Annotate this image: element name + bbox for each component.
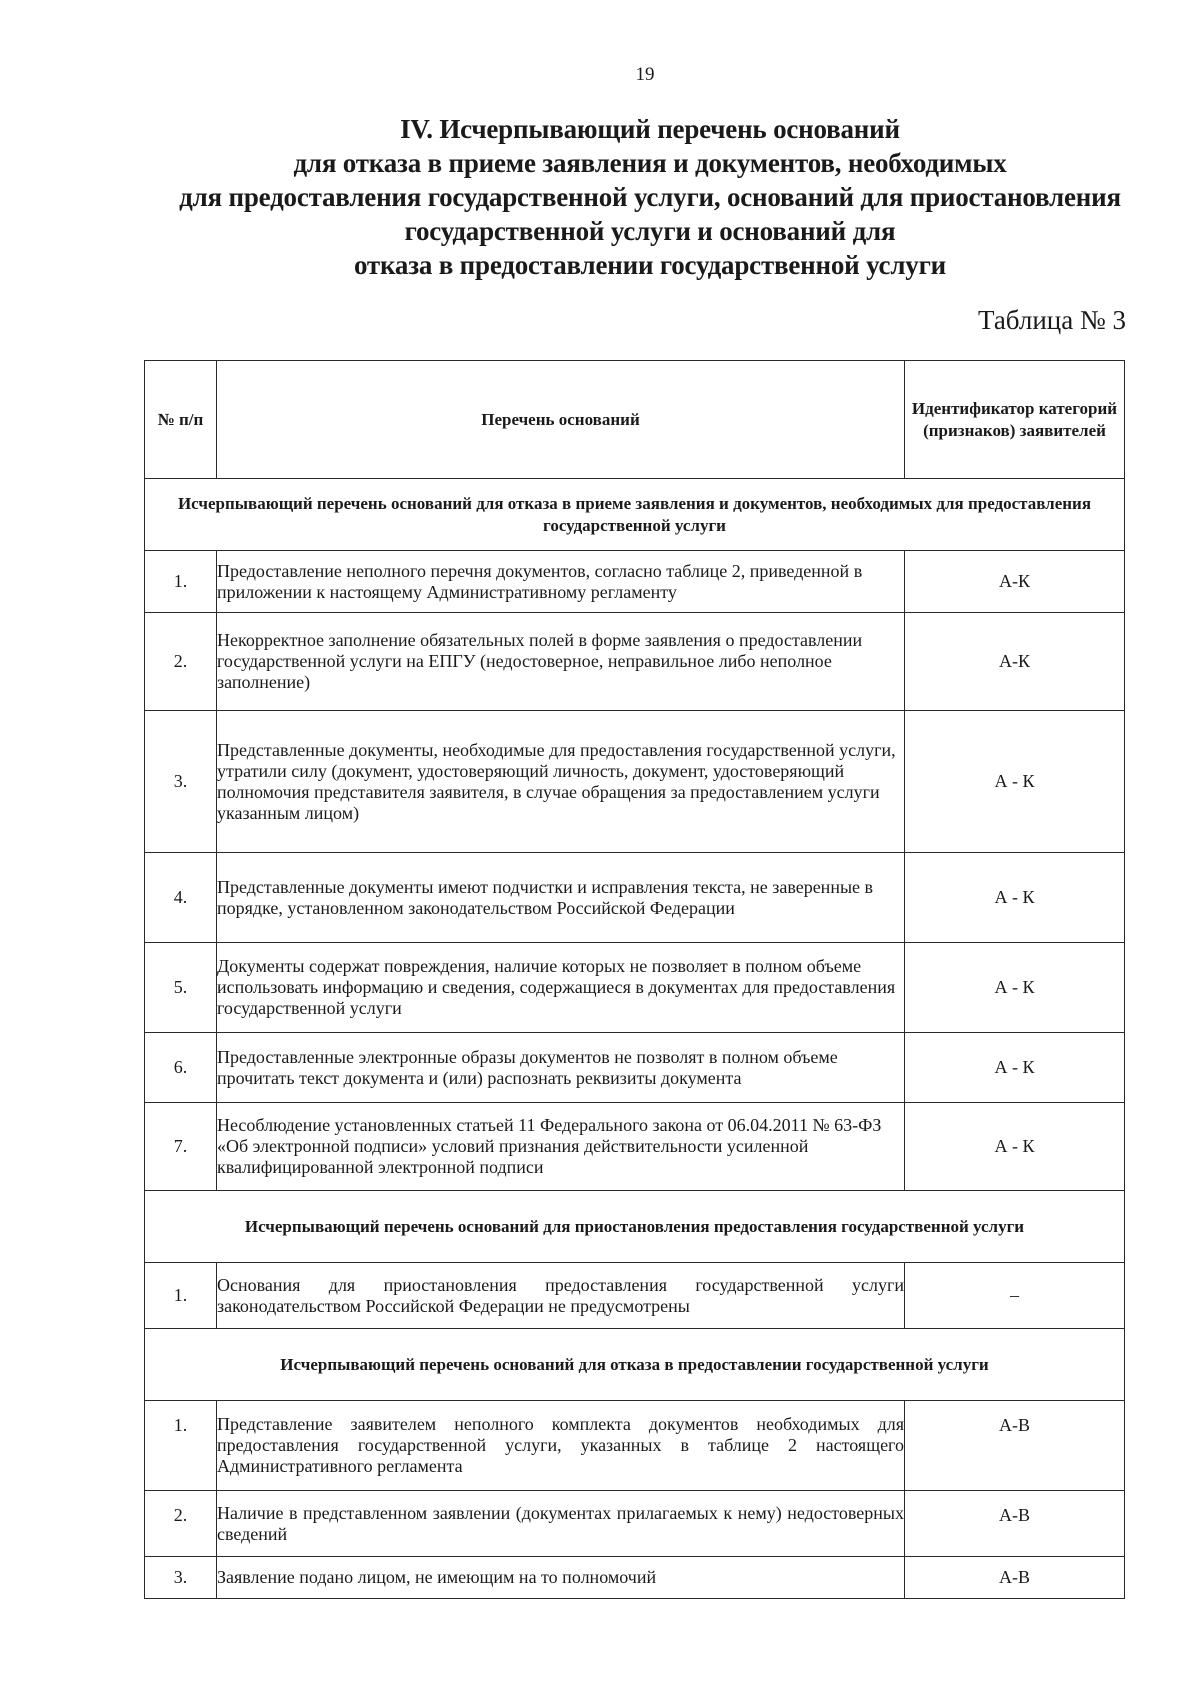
row-number: 2. (145, 613, 217, 711)
row-category-id: А-В (905, 1491, 1125, 1557)
row-number: 5. (145, 943, 217, 1033)
row-number: 1. (145, 551, 217, 613)
table-row (145, 551, 1125, 613)
table-row (145, 1557, 1125, 1599)
section-heading (130, 112, 1170, 282)
row-category-id: А - К (905, 853, 1125, 943)
section-title: Исчерпывающий перечень оснований для отказа в предоставлении государственной услуги (145, 1329, 1125, 1401)
row-category-id: А - К (905, 1033, 1125, 1103)
row-category-id: А-В (905, 1557, 1125, 1599)
row-number: 3. (145, 1557, 217, 1599)
row-text: Несоблюдение установленных статьей 11 Федерального закона от 06.04.2011 № 63-ФЗ «Об электронной подписи» условий признания действительности усиленной квалифицированной электронной подписи (217, 1103, 905, 1191)
row-text: Представленные документы, необходимые для предоставления государственной услуги, утратили силу (документ, удостоверяющий личность, документ, удостоверяющий полномочия представителя заявителя, в случае обращения за предоставлением услуги указанным лицом) (217, 711, 905, 853)
section-row (145, 479, 1125, 551)
row-number: 1. (145, 1263, 217, 1329)
row-text: Предоставленные электронные образы документов не позволят в полном объеме прочитать текст документа и (или) распознать реквизиты документа (217, 1033, 905, 1103)
table-header-row (145, 361, 1125, 479)
row-number: 7. (145, 1103, 217, 1191)
row-text: Представление заявителем неполного комплекта документов необходимых для предоставления государственной услуги, указанных в таблице 2 настоящего Административного регламента (217, 1401, 905, 1491)
row-category-id: А-К (905, 551, 1125, 613)
row-category-id: – (905, 1263, 1125, 1329)
row-category-id: А - К (905, 711, 1125, 853)
table-caption: Таблица № 3 (978, 305, 1126, 335)
header-number: № п/п (145, 361, 217, 479)
row-category-id: А - К (905, 943, 1125, 1033)
row-number: 2. (145, 1491, 217, 1557)
row-number: 1. (145, 1401, 217, 1491)
row-number: 6. (145, 1033, 217, 1103)
heading-line: для предоставления государственной услуги, оснований для приостановления (179, 182, 1121, 212)
section-row (145, 1329, 1125, 1401)
row-category-id: А-В (905, 1401, 1125, 1491)
table-row (145, 853, 1125, 943)
table-row (145, 613, 1125, 711)
row-text: Предоставление неполного перечня документов, согласно таблице 2, приведенной в приложении к настоящему Административному регламенту (217, 551, 905, 613)
row-text: Заявление подано лицом, не имеющим на то полномочий (217, 1557, 905, 1599)
heading-line: для отказа в приеме заявления и документов, необходимых (293, 148, 1007, 178)
table-row (145, 1103, 1125, 1191)
table-row (145, 711, 1125, 853)
row-text: Документы содержат повреждения, наличие которых не позволяет в полном объеме использовать информацию и сведения, содержащиеся в документах для предоставления государственной услуги (217, 943, 905, 1033)
row-text: Некорректное заполнение обязательных полей в форме заявления о предоставлении государственной услуги на ЕПГУ (недостоверное, неправильное либо неполное заполнение) (217, 613, 905, 711)
row-text: Представленные документы имеют подчистки и исправления текста, не заверенные в порядке, установленном законодательством Российской Федерации (217, 853, 905, 943)
row-category-id: А - К (905, 1103, 1125, 1191)
table-row (145, 1263, 1125, 1329)
section-row (145, 1191, 1125, 1263)
header-applicant-category-id: Идентификатор категорий (признаков) заявителей (905, 361, 1125, 479)
section-title: Исчерпывающий перечень оснований для приостановления предоставления государственной услуги (145, 1191, 1125, 1263)
header-grounds-list: Перечень оснований (217, 361, 905, 479)
table-row (145, 943, 1125, 1033)
row-text: Наличие в представленном заявлении (документах прилагаемых к нему) недостоверных сведений (217, 1491, 905, 1557)
row-text: Основания для приостановления предоставления государственной услуги законодательством Российской Федерации не предусмотрены (217, 1263, 905, 1329)
page-number: 19 (635, 64, 655, 85)
heading-line: отказа в предоставлении государственной услуги (353, 250, 947, 280)
table-row (145, 1401, 1125, 1491)
row-number: 3. (145, 711, 217, 853)
grounds-table (144, 360, 1125, 1599)
row-number: 4. (145, 853, 217, 943)
table-row (145, 1491, 1125, 1557)
row-category-id: А-К (905, 613, 1125, 711)
section-title: Исчерпывающий перечень оснований для отказа в приеме заявления и документов, необходимых для предоставления государственной услуги (145, 479, 1125, 551)
heading-line: IV. Исчерпывающий перечень оснований (400, 114, 900, 144)
heading-line: государственной услуги и оснований для (404, 216, 896, 246)
table-row (145, 1033, 1125, 1103)
